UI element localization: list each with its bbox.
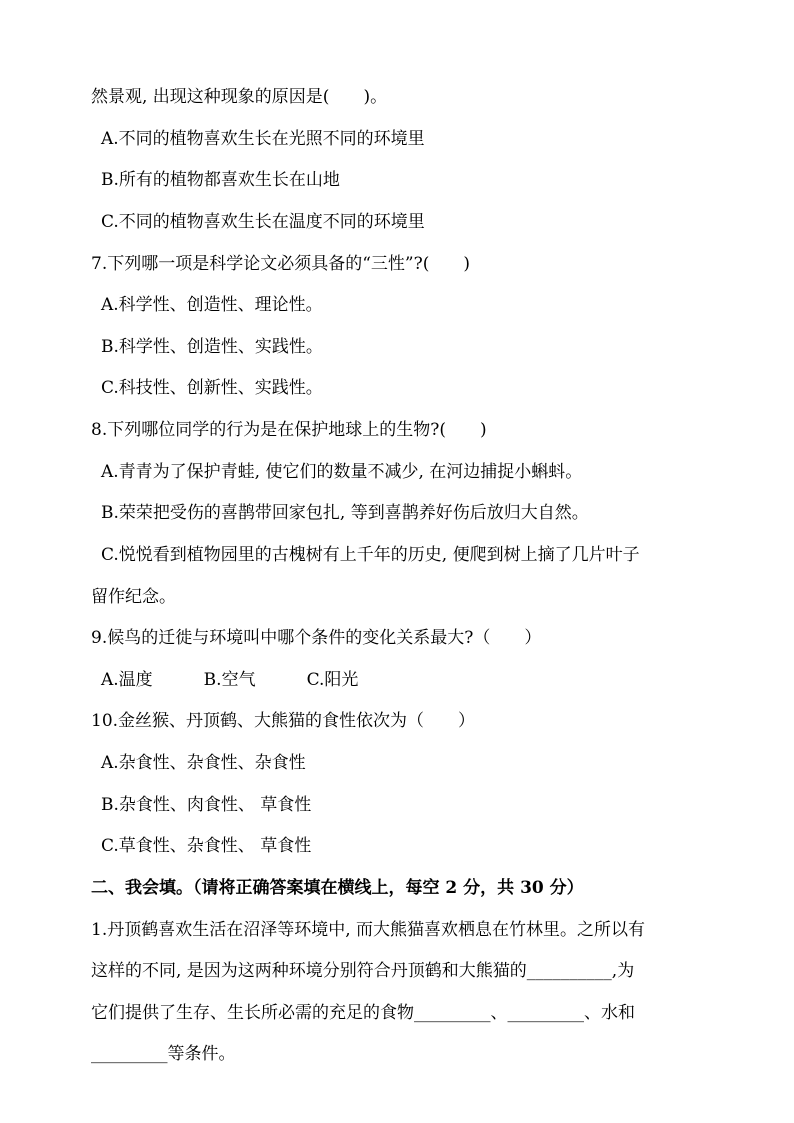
question-7-option-c: C.科技性、创新性、实践性。 [101, 378, 323, 398]
question-10-stem: 10.金丝猴、丹顶鹤、大熊猫的食性依次为（ ） [91, 711, 476, 731]
fill-question-1-line-4: _________等条件。 [91, 1044, 236, 1064]
question-8-option-b: B.荣荣把受伤的喜鹊带回家包扎, 等到喜鹊养好伤后放归大自然。 [101, 503, 589, 523]
question-6-option-c: C.不同的植物喜欢生长在温度不同的环境里 [101, 212, 425, 232]
question-6-option-a: A.不同的植物喜欢生长在光照不同的环境里 [101, 129, 425, 149]
fill-question-1-line-3: 它们提供了生存、生长所必需的充足的食物_________、_________、水和 [91, 1003, 635, 1023]
question-9-stem: 9.候鸟的迁徙与环境叫中哪个条件的变化关系最大?（ ） [91, 628, 542, 648]
question-10-option-b: B.杂食性、肉食性、 草食性 [101, 795, 312, 815]
question-10-option-c: C.草食性、杂食性、 草食性 [101, 836, 312, 856]
question-7-stem: 7.下列哪一项是科学论文必须具备的“三性”?( ) [91, 254, 470, 274]
question-7-option-a: A.科学性、创造性、理论性。 [101, 295, 323, 315]
question-6-option-b: B.所有的植物都喜欢生长在山地 [101, 170, 340, 190]
question-6-stem-continuation: 然景观, 出现这种现象的原因是( )。 [91, 87, 388, 107]
question-8-option-c-continuation: 留作纪念。 [91, 587, 176, 607]
fill-question-1-line-2: 这样的不同, 是因为这两种环境分别符合丹顶鹤和大熊猫的__________,为 [91, 961, 635, 981]
question-8-option-a: A.青青为了保护青蛙, 使它们的数量不减少, 在河边捕捉小蝌蚪。 [101, 462, 583, 482]
question-8-option-c: C.悦悦看到植物园里的古槐树有上千年的历史, 便爬到树上摘了几片叶子 [101, 545, 640, 565]
question-9-options: A.温度 B.空气 C.阳光 [101, 670, 359, 690]
fill-question-1-line-1: 1.丹顶鹤喜欢生活在沼泽等环境中, 而大熊猫喜欢栖息在竹林里。之所以有 [91, 920, 646, 940]
question-10-option-a: A.杂食性、杂食性、杂食性 [101, 753, 306, 773]
question-8-stem: 8.下列哪位同学的行为是在保护地球上的生物?( ) [91, 420, 487, 440]
question-7-option-b: B.科学性、创造性、实践性。 [101, 337, 323, 357]
section-2-heading: 二、我会填。（请将正确答案填在横线上，每空 2 分，共 30 分） [91, 878, 584, 898]
